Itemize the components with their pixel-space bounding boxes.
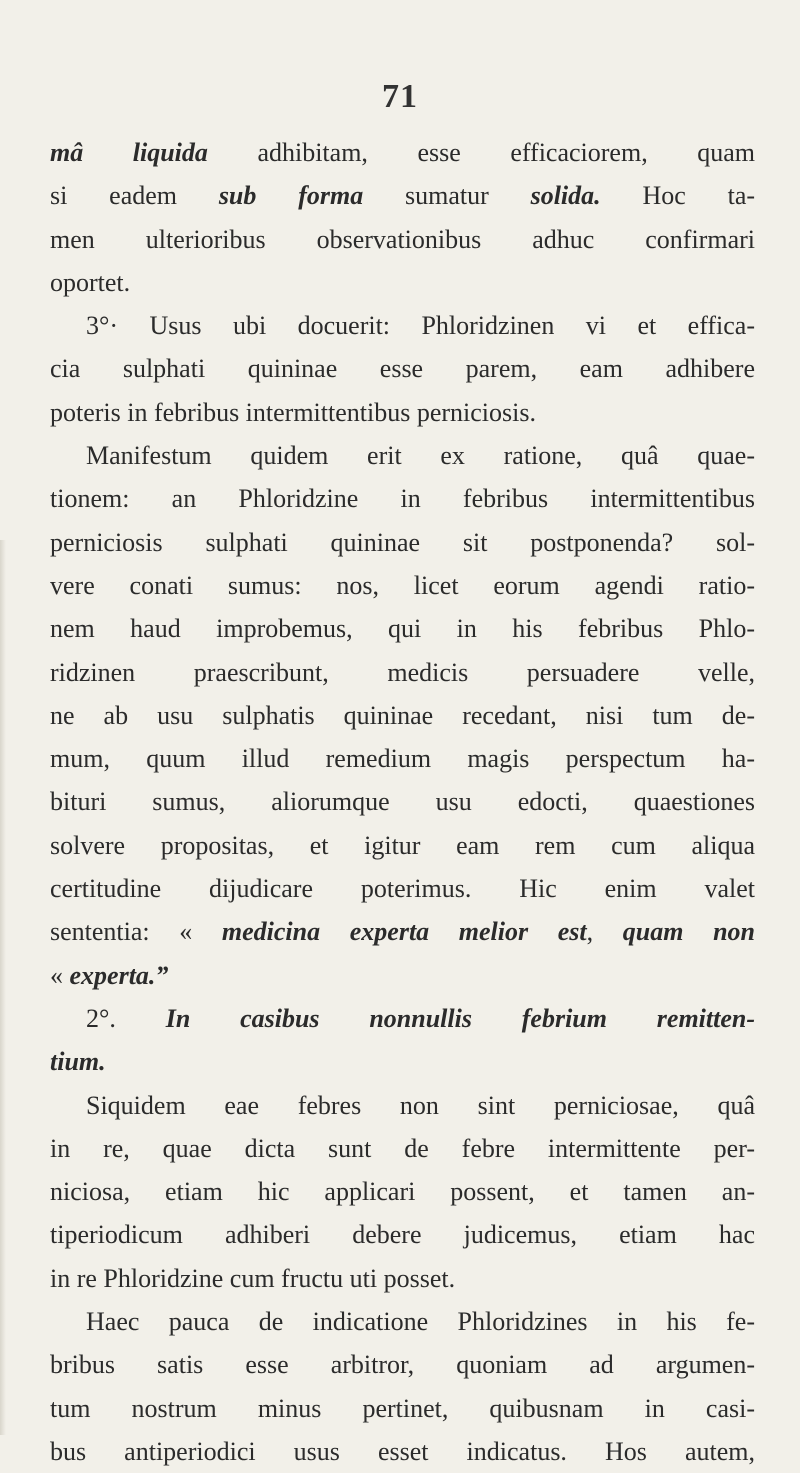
body-text bbox=[50, 131, 755, 1473]
text-segment: cia sulphati quininae esse parem, eam adhibere bbox=[50, 354, 755, 384]
text-segment: perniciosis sulphati quininae sit postponenda? sol- bbox=[50, 527, 755, 557]
text-line bbox=[50, 391, 755, 434]
text-line bbox=[50, 347, 755, 390]
text-line bbox=[50, 910, 755, 953]
text-segment: Manifestum quidem erit ex ratione, quâ quae- bbox=[86, 441, 755, 471]
italic-segment: experta.” bbox=[69, 960, 169, 990]
text-line bbox=[50, 737, 755, 780]
text-line bbox=[50, 607, 755, 650]
text-line bbox=[50, 780, 755, 823]
text-segment: « bbox=[50, 960, 70, 990]
text-line bbox=[50, 1343, 755, 1386]
italic-segment: solida. bbox=[530, 181, 601, 211]
text-line bbox=[50, 651, 755, 694]
text-segment: si eadem bbox=[50, 181, 219, 211]
text-segment: solvere propositas, et igitur eam rem cum aliqua bbox=[50, 830, 755, 860]
text-line bbox=[50, 1257, 755, 1300]
text-line bbox=[50, 1213, 755, 1256]
italic-segment: quam non bbox=[622, 917, 756, 947]
text-segment: Siquidem eae febres non sint perniciosae, quâ bbox=[86, 1090, 755, 1120]
text-segment: 2°. bbox=[86, 1003, 166, 1033]
text-segment: oportet. bbox=[50, 267, 131, 297]
text-line bbox=[50, 954, 755, 997]
text-line bbox=[50, 1300, 755, 1343]
text-segment: 3°· Usus ubi docuerit: Phloridzinen vi et effica- bbox=[86, 311, 755, 341]
text-segment: tum nostrum minus pertinet, quibusnam in casi- bbox=[50, 1393, 755, 1423]
text-line bbox=[50, 694, 755, 737]
text-segment: men ulterioribus observationibus adhuc confirmari bbox=[50, 224, 755, 254]
text-line bbox=[50, 218, 755, 261]
text-line bbox=[50, 1127, 755, 1170]
text-line bbox=[50, 824, 755, 867]
text-line bbox=[50, 304, 755, 347]
text-segment: mum, quum illud remedium magis perspectum ha- bbox=[50, 744, 755, 774]
text-line bbox=[50, 867, 755, 910]
text-line bbox=[50, 131, 755, 174]
text-line bbox=[50, 1170, 755, 1213]
text-segment: bribus satis esse arbitror, quoniam ad argumen- bbox=[50, 1350, 755, 1380]
text-segment: niciosa, etiam hic applicari possent, et tamen an- bbox=[50, 1177, 755, 1207]
text-line bbox=[50, 1040, 755, 1083]
text-line bbox=[50, 564, 755, 607]
page-edge-shadow bbox=[0, 540, 6, 1435]
text-segment: sumatur bbox=[363, 181, 531, 211]
text-segment: in re, quae dicta sunt de febre intermittente per- bbox=[50, 1133, 755, 1163]
text-line bbox=[50, 434, 755, 477]
text-segment: bus antiperiodici usus esset indicatus. Hos autem, bbox=[50, 1436, 755, 1466]
text-segment: ridzinen praescribunt, medicis persuadere velle, bbox=[50, 657, 755, 687]
text-segment: nem haud improbemus, qui in his febribus Phlo- bbox=[50, 614, 755, 644]
text-segment: adhibitam, esse efficaciorem, quam bbox=[207, 138, 755, 167]
text-segment: , bbox=[586, 917, 623, 947]
text-line bbox=[50, 997, 755, 1040]
text-line bbox=[50, 261, 755, 304]
text-line bbox=[50, 1084, 755, 1127]
italic-segment: sub forma bbox=[218, 181, 364, 211]
italic-segment: tium. bbox=[50, 1047, 106, 1077]
text-segment: poteris in febribus intermittentibus perniciosis. bbox=[50, 397, 536, 427]
text-segment: sententia: « bbox=[50, 917, 222, 947]
text-segment: bituri sumus, aliorumque usu edocti, quaestiones bbox=[50, 787, 755, 817]
text-line bbox=[50, 174, 755, 217]
italic-segment: medicina experta melior est bbox=[221, 917, 587, 947]
text-segment: ne ab usu sulphatis quininae recedant, nisi tum de- bbox=[50, 700, 755, 730]
text-line bbox=[50, 477, 755, 520]
italic-segment: mâ liquida bbox=[50, 138, 208, 167]
text-segment: tionem: an Phloridzine in febribus intermittentibus bbox=[50, 484, 755, 514]
text-segment: certitudine dijudicare poterimus. Hic enim valet bbox=[50, 874, 755, 904]
text-segment: Haec pauca de indicatione Phloridzines in his fe- bbox=[86, 1307, 755, 1337]
text-line bbox=[50, 521, 755, 564]
text-segment: Hoc ta- bbox=[600, 181, 756, 211]
text-segment: in re Phloridzine cum fructu uti posset. bbox=[50, 1263, 456, 1293]
text-segment: vere conati sumus: nos, licet eorum agendi ratio- bbox=[50, 570, 755, 600]
text-line bbox=[50, 1430, 755, 1473]
text-line bbox=[50, 1387, 755, 1430]
text-segment: tiperiodicum adhiberi debere judicemus, etiam hac bbox=[50, 1220, 755, 1250]
page-number: 71 bbox=[382, 78, 418, 115]
italic-segment: In casibus nonnullis febrium remitten- bbox=[165, 1003, 755, 1033]
